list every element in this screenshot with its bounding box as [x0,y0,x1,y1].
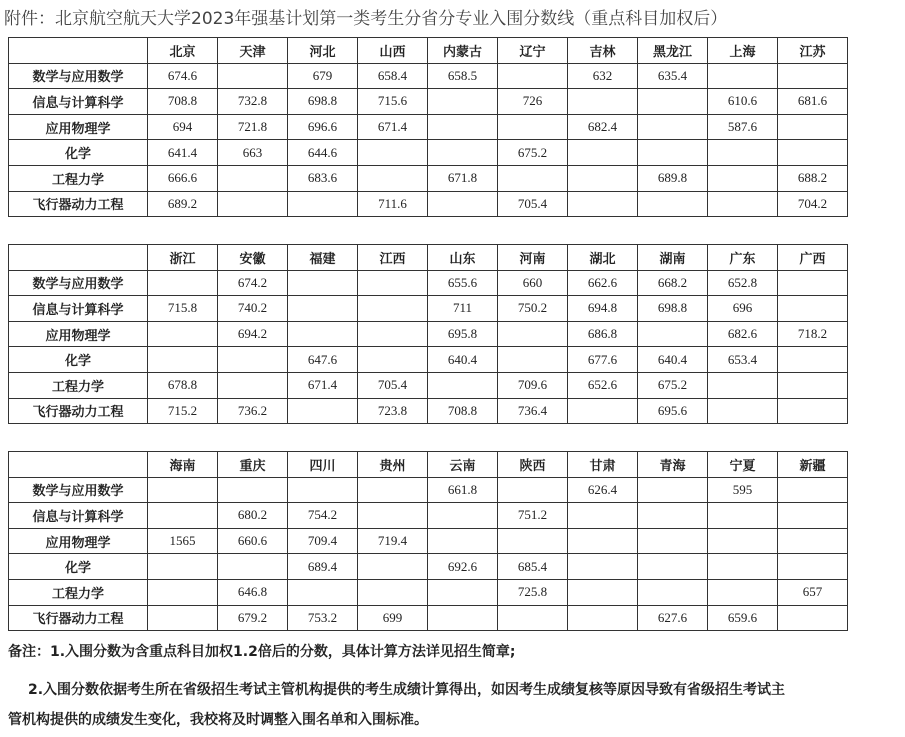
province-header: 贵州 [358,452,428,478]
score-cell [778,63,848,89]
province-header: 山东 [428,245,498,271]
score-cell: 640.4 [428,347,498,373]
score-cell: 726 [498,89,568,115]
province-header: 吉林 [568,38,638,64]
score-cell: 658.4 [358,63,428,89]
score-cell: 663 [218,140,288,166]
score-cell [638,579,708,605]
score-cell [218,63,288,89]
score-cell [428,114,498,140]
score-cell: 709.4 [288,528,358,554]
score-cell [568,554,638,580]
score-cell: 657 [778,579,848,605]
score-cell [778,347,848,373]
score-cell: 708.8 [148,89,218,115]
score-cell [148,321,218,347]
score-cell [778,528,848,554]
score-cell [358,321,428,347]
note-line-1: 备注：1.入围分数为含重点科目加权1.2倍后的分数，具体计算方法详见招生简章; [8,644,516,660]
score-cell [778,554,848,580]
major-label: 应用物理学 [9,114,148,140]
score-cell [498,114,568,140]
score-cell: 595 [708,477,778,503]
score-cell [568,605,638,631]
score-cell: 751.2 [498,503,568,529]
score-cell [288,477,358,503]
score-cell [428,503,498,529]
province-header: 新疆 [778,452,848,478]
score-table-1 [8,37,848,217]
score-cell [148,579,218,605]
score-cell [148,477,218,503]
major-label: 飞行器动力工程 [9,605,148,631]
score-cell: 705.4 [358,372,428,398]
score-cell [568,140,638,166]
score-cell: 1565 [148,528,218,554]
score-cell [358,477,428,503]
score-cell [288,579,358,605]
score-cell: 705.4 [498,191,568,217]
province-header: 河南 [498,245,568,271]
score-cell [708,372,778,398]
table-row [9,477,848,503]
score-cell [218,372,288,398]
score-cell [638,503,708,529]
score-cell [778,398,848,424]
score-cell: 688.2 [778,165,848,191]
score-cell [708,554,778,580]
score-cell: 732.8 [218,89,288,115]
score-cell: 736.4 [498,398,568,424]
table-row [9,579,848,605]
header-row [9,245,848,271]
major-label: 工程力学 [9,372,148,398]
score-cell: 675.2 [498,140,568,166]
score-cell [778,140,848,166]
score-cell [358,270,428,296]
province-header: 江西 [358,245,428,271]
score-cell: 715.2 [148,398,218,424]
table-row [9,191,848,217]
score-cell [148,347,218,373]
province-header: 广东 [708,245,778,271]
score-cell [638,140,708,166]
score-cell [288,270,358,296]
major-label: 化学 [9,554,148,580]
score-cell: 711 [428,296,498,322]
province-header: 安徽 [218,245,288,271]
score-cell: 671.4 [288,372,358,398]
score-cell: 721.8 [218,114,288,140]
province-header: 广西 [778,245,848,271]
score-cell [428,372,498,398]
province-header: 青海 [638,452,708,478]
province-header: 湖南 [638,245,708,271]
score-cell [498,347,568,373]
province-header: 浙江 [148,245,218,271]
score-cell: 682.6 [708,321,778,347]
score-cell: 647.6 [288,347,358,373]
province-header: 陕西 [498,452,568,478]
score-cell: 658.5 [428,63,498,89]
score-cell: 666.6 [148,165,218,191]
province-header: 海南 [148,452,218,478]
major-label: 工程力学 [9,165,148,191]
score-cell: 750.2 [498,296,568,322]
score-cell: 689.2 [148,191,218,217]
score-cell [288,398,358,424]
note-line-3: 管机构提供的成绩发生变化，我校将及时调整入围名单和入围标准。 [8,712,428,728]
major-label: 数学与应用数学 [9,270,148,296]
score-cell: 711.6 [358,191,428,217]
score-cell [428,605,498,631]
score-cell: 686.8 [568,321,638,347]
score-cell [498,528,568,554]
province-header: 黑龙江 [638,38,708,64]
score-cell [568,89,638,115]
score-cell [288,321,358,347]
score-cell [778,605,848,631]
score-cell: 695.8 [428,321,498,347]
province-header: 湖北 [568,245,638,271]
score-cell: 627.6 [638,605,708,631]
score-cell: 610.6 [708,89,778,115]
score-cell: 659.6 [708,605,778,631]
score-cell: 718.2 [778,321,848,347]
score-cell [708,140,778,166]
score-cell: 660 [498,270,568,296]
page-title: 附件：北京航空航天大学2023年强基计划第一类考生分省分专业入围分数线（重点科目加权后） [4,9,728,29]
score-cell [708,398,778,424]
score-cell: 677.6 [568,347,638,373]
province-header: 山西 [358,38,428,64]
score-cell: 668.2 [638,270,708,296]
score-cell [778,372,848,398]
score-cell [568,191,638,217]
score-cell: 696.6 [288,114,358,140]
table-row [9,347,848,373]
score-cell: 635.4 [638,63,708,89]
province-header: 宁夏 [708,452,778,478]
score-cell: 652.8 [708,270,778,296]
score-cell: 694 [148,114,218,140]
score-cell [778,477,848,503]
corner-cell [9,452,148,478]
score-cell: 682.4 [568,114,638,140]
corner-cell [9,245,148,271]
province-header: 河北 [288,38,358,64]
major-label: 应用物理学 [9,321,148,347]
header-row [9,38,848,64]
score-cell [708,63,778,89]
corner-cell [9,38,148,64]
score-cell: 655.6 [428,270,498,296]
table-row [9,398,848,424]
score-cell: 696 [708,296,778,322]
score-cell: 662.6 [568,270,638,296]
table-row [9,372,848,398]
score-table-3 [8,451,848,631]
note-line-2: 2.入围分数依据考生所在省级招生考试主管机构提供的考生成绩计算得出，如因考生成绩复核等原因导致有省级招生考试主 [28,682,786,698]
score-cell [638,554,708,580]
score-cell: 680.2 [218,503,288,529]
score-cell [498,477,568,503]
score-cell: 698.8 [638,296,708,322]
table-row [9,503,848,529]
province-header: 北京 [148,38,218,64]
score-cell: 646.8 [218,579,288,605]
score-cell [638,477,708,503]
province-header: 四川 [288,452,358,478]
score-cell [428,191,498,217]
score-cell [358,347,428,373]
score-cell [218,477,288,503]
score-cell [218,191,288,217]
province-header: 天津 [218,38,288,64]
score-cell [568,528,638,554]
score-cell: 736.2 [218,398,288,424]
score-cell: 725.8 [498,579,568,605]
score-cell [218,165,288,191]
table-row [9,63,848,89]
score-cell: 683.6 [288,165,358,191]
score-cell: 675.2 [638,372,708,398]
score-cell: 689.8 [638,165,708,191]
table-row [9,296,848,322]
score-cell [778,503,848,529]
province-header: 内蒙古 [428,38,498,64]
score-cell: 723.8 [358,398,428,424]
table-row [9,321,848,347]
score-cell [778,270,848,296]
score-cell: 626.4 [568,477,638,503]
score-cell [708,503,778,529]
score-cell: 644.6 [288,140,358,166]
score-cell: 653.4 [708,347,778,373]
score-cell [498,605,568,631]
score-cell: 704.2 [778,191,848,217]
major-label: 化学 [9,140,148,166]
score-cell: 661.8 [428,477,498,503]
score-cell: 679.2 [218,605,288,631]
table-row [9,114,848,140]
score-cell [708,191,778,217]
score-cell: 679 [288,63,358,89]
score-cell: 715.6 [358,89,428,115]
score-cell [428,579,498,605]
score-cell [288,191,358,217]
province-header: 上海 [708,38,778,64]
major-label: 化学 [9,347,148,373]
score-cell [638,528,708,554]
score-cell: 754.2 [288,503,358,529]
score-cell: 632 [568,63,638,89]
score-cell [218,554,288,580]
province-header: 福建 [288,245,358,271]
major-label: 数学与应用数学 [9,477,148,503]
score-cell: 685.4 [498,554,568,580]
score-cell [498,165,568,191]
score-cell [568,165,638,191]
score-cell [638,89,708,115]
score-cell: 587.6 [708,114,778,140]
major-label: 工程力学 [9,579,148,605]
score-cell [218,347,288,373]
score-cell [358,503,428,529]
score-cell [498,63,568,89]
major-label: 飞行器动力工程 [9,191,148,217]
score-cell [358,296,428,322]
score-cell: 671.8 [428,165,498,191]
score-cell [638,191,708,217]
score-cell [778,296,848,322]
score-cell: 715.8 [148,296,218,322]
score-cell [358,554,428,580]
score-table-2 [8,244,848,424]
score-cell [358,165,428,191]
score-cell [708,165,778,191]
table-row [9,554,848,580]
table-row [9,165,848,191]
score-cell [568,503,638,529]
major-label: 飞行器动力工程 [9,398,148,424]
score-cell: 689.4 [288,554,358,580]
score-cell: 674.6 [148,63,218,89]
header-row [9,452,848,478]
score-cell [708,528,778,554]
score-cell: 698.8 [288,89,358,115]
score-cell: 719.4 [358,528,428,554]
score-cell [638,114,708,140]
score-cell [148,270,218,296]
score-cell: 652.6 [568,372,638,398]
score-cell [358,579,428,605]
province-header: 甘肃 [568,452,638,478]
score-cell [428,89,498,115]
table-row [9,89,848,115]
score-cell: 708.8 [428,398,498,424]
score-cell [358,140,428,166]
major-label: 信息与计算科学 [9,503,148,529]
major-label: 数学与应用数学 [9,63,148,89]
score-cell: 695.6 [638,398,708,424]
major-label: 信息与计算科学 [9,89,148,115]
score-cell [148,605,218,631]
score-cell: 694.8 [568,296,638,322]
table-row [9,270,848,296]
score-cell [148,503,218,529]
score-cell [568,579,638,605]
score-cell [498,321,568,347]
score-cell [708,579,778,605]
score-cell: 753.2 [288,605,358,631]
score-cell [568,398,638,424]
score-cell: 671.4 [358,114,428,140]
province-header: 重庆 [218,452,288,478]
table-row [9,528,848,554]
province-header: 辽宁 [498,38,568,64]
score-cell [638,321,708,347]
score-cell: 699 [358,605,428,631]
score-cell: 740.2 [218,296,288,322]
score-cell [288,296,358,322]
major-label: 信息与计算科学 [9,296,148,322]
score-cell [428,528,498,554]
score-cell: 674.2 [218,270,288,296]
table-row [9,605,848,631]
province-header: 云南 [428,452,498,478]
score-cell: 694.2 [218,321,288,347]
table-row [9,140,848,166]
score-cell: 709.6 [498,372,568,398]
province-header: 江苏 [778,38,848,64]
score-cell [428,140,498,166]
score-cell: 692.6 [428,554,498,580]
score-cell: 641.4 [148,140,218,166]
major-label: 应用物理学 [9,528,148,554]
score-cell: 681.6 [778,89,848,115]
score-cell: 678.8 [148,372,218,398]
score-cell: 640.4 [638,347,708,373]
score-cell [778,114,848,140]
score-cell [148,554,218,580]
score-cell: 660.6 [218,528,288,554]
